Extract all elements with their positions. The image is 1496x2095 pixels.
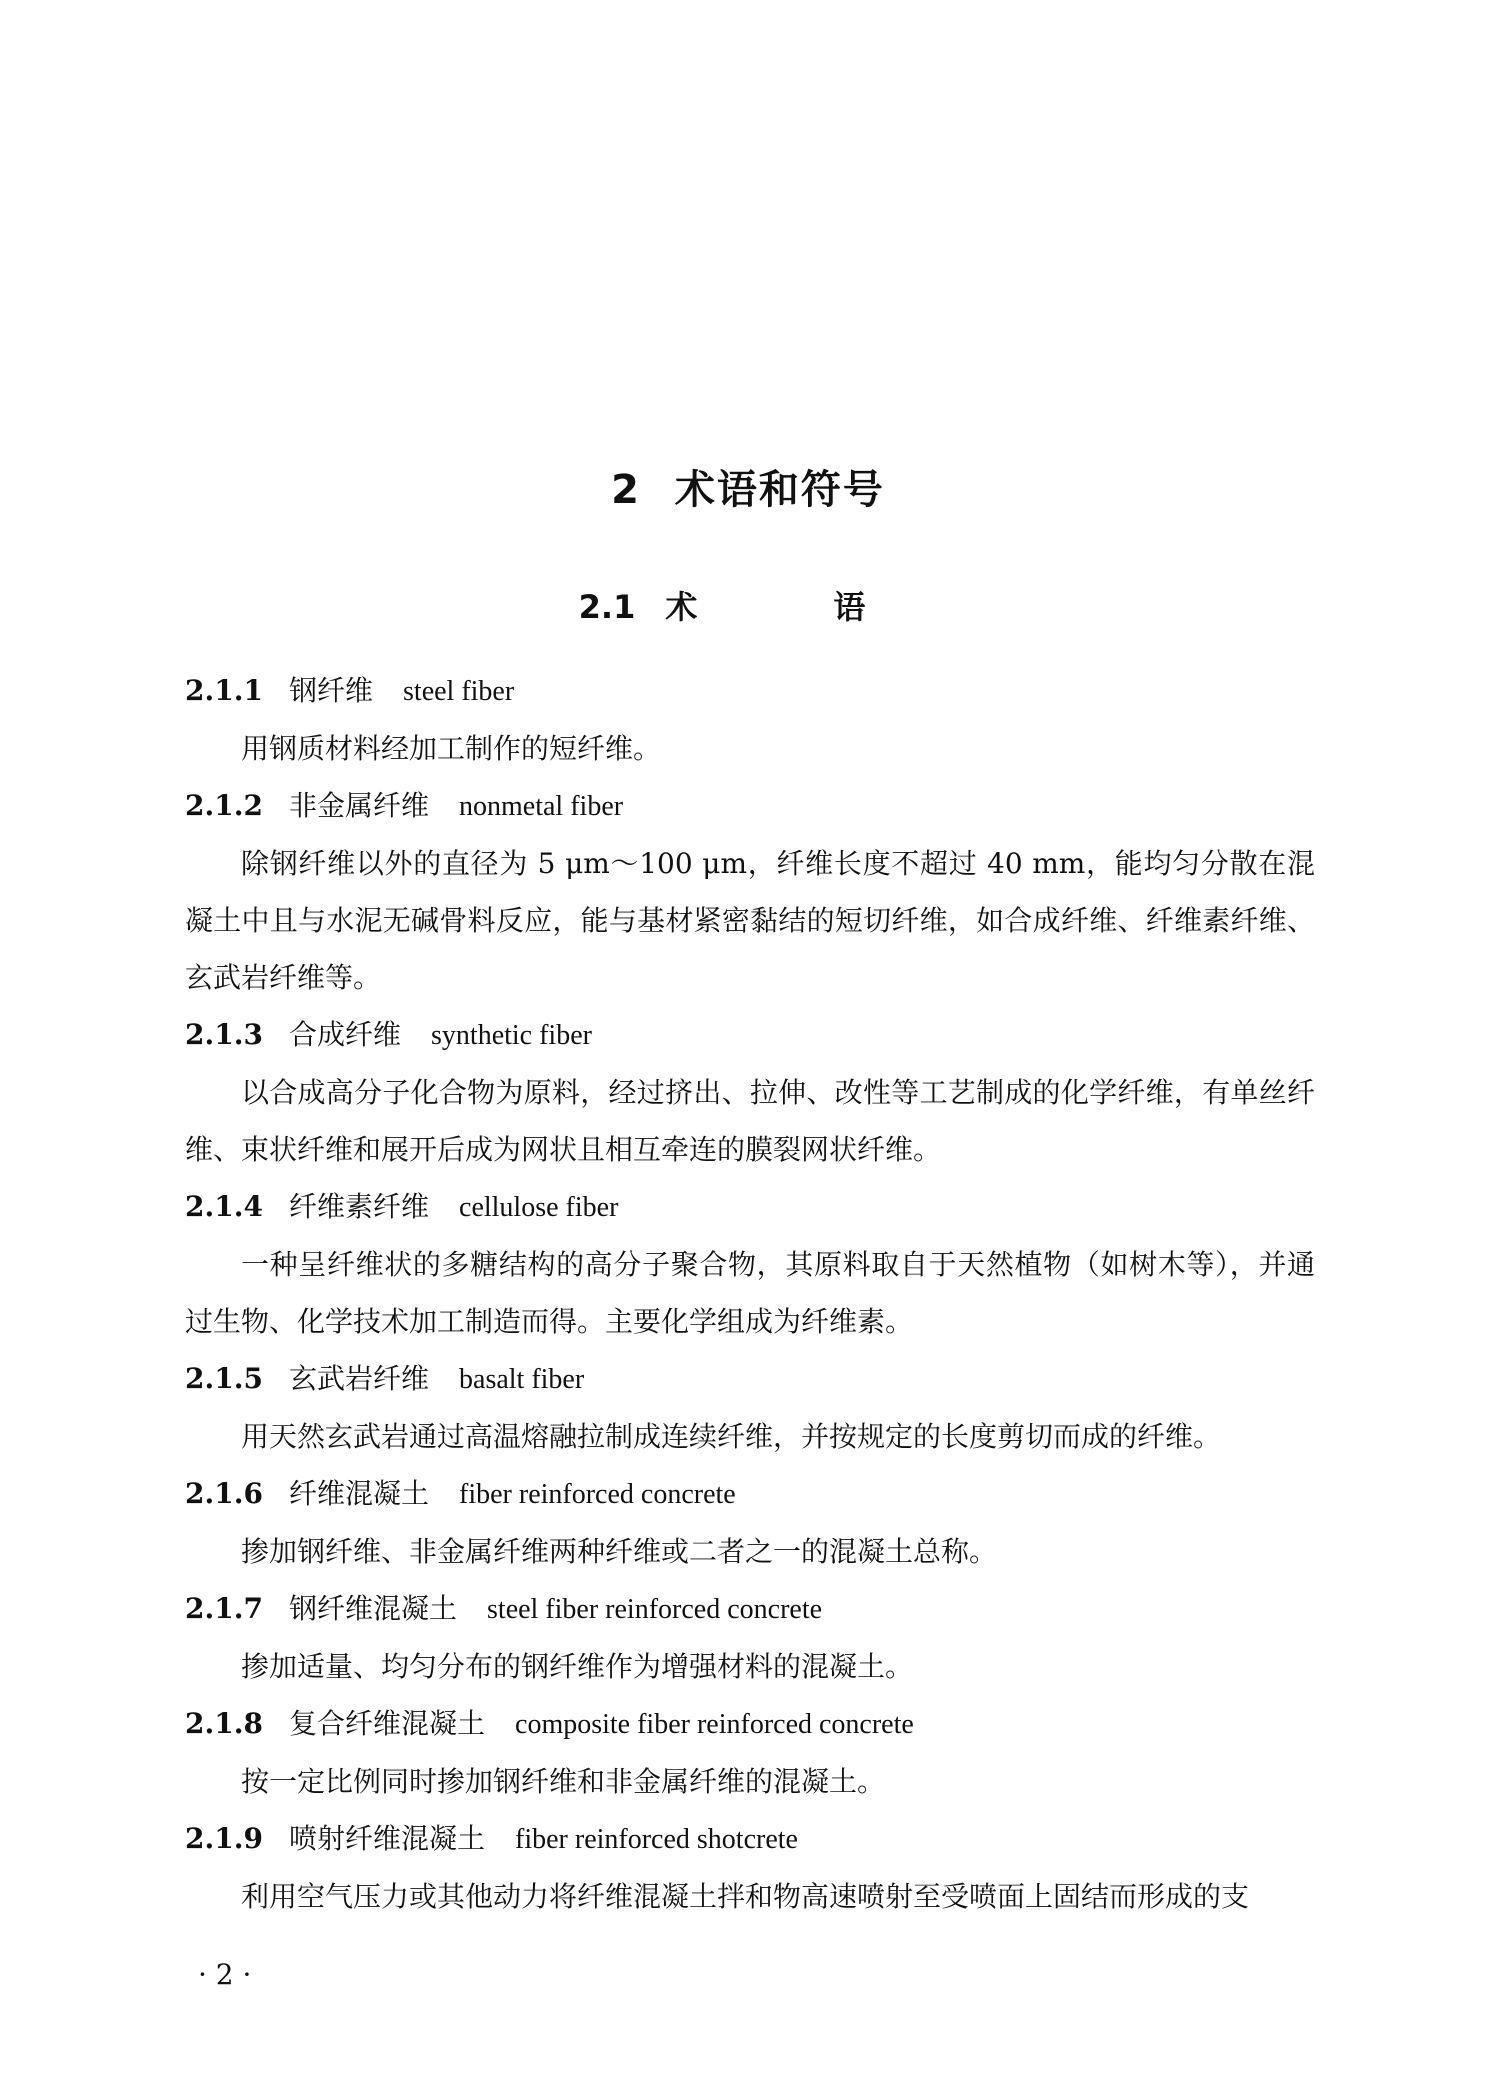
term-definition: 用天然玄武岩通过高温熔融拉制成连续纤维，并按规定的长度剪切而成的纤维。 (241, 1420, 1222, 1453)
term-entry (185, 1810, 1315, 1925)
term-chinese: 纤维混凝土 (289, 1477, 430, 1510)
term-number: 2.1.6 (185, 1477, 263, 1510)
term-entry (185, 1178, 1315, 1350)
term-number: 2.1.8 (185, 1707, 263, 1740)
term-heading (185, 777, 1315, 835)
term-english: nonmetal fiber (459, 791, 624, 822)
term-english: steel fiber reinforced concrete (487, 1594, 823, 1625)
term-definition: 除钢纤维以外的直径为 5 μm～100 μm，纤维长度不超过 40 mm，能均匀分散在混凝土中且与水泥无碱骨料反应，能与基材紧密黏结的短切纤维，如合成纤维、纤维素纤维、玄武岩纤维等。 (185, 847, 1315, 994)
section-number: 2.1 (578, 588, 636, 626)
term-entry (185, 1580, 1315, 1695)
term-number: 2.1.3 (185, 1018, 263, 1051)
term-definition: 以合成高分子化合物为原料，经过挤出、拉伸、改性等工艺制成的化学纤维，有单丝纤维、束状纤维和展开后成为网状且相互牵连的膜裂网状纤维。 (185, 1076, 1315, 1166)
term-definition: 利用空气压力或其他动力将纤维混凝土拌和物高速喷射至受喷面上固结而形成的支 (241, 1880, 1250, 1913)
term-entry (185, 1350, 1315, 1465)
term-entry (185, 1006, 1315, 1178)
term-heading (185, 1695, 1315, 1753)
term-heading (185, 1350, 1315, 1408)
section-title (0, 582, 1496, 628)
term-number: 2.1.7 (185, 1592, 263, 1625)
term-chinese: 纤维素纤维 (289, 1190, 430, 1223)
term-definition: 掺加钢纤维、非金属纤维两种纤维或二者之一的混凝土总称。 (241, 1535, 998, 1568)
term-heading (185, 662, 1315, 720)
term-english: cellulose fiber (459, 1192, 619, 1223)
term-heading (185, 1465, 1315, 1523)
term-chinese: 复合纤维混凝土 (289, 1707, 486, 1740)
term-definition: 用钢质材料经加工制作的短纤维。 (241, 732, 662, 765)
term-definition: 掺加适量、均匀分布的钢纤维作为增强材料的混凝土。 (241, 1650, 914, 1683)
term-chinese: 玄武岩纤维 (289, 1362, 430, 1395)
term-heading (185, 1006, 1315, 1064)
page-number: · 2 · (198, 1958, 252, 1991)
term-chinese: 非金属纤维 (289, 789, 430, 822)
term-english: fiber reinforced concrete (459, 1479, 736, 1510)
term-entry (185, 1465, 1315, 1580)
term-chinese: 合成纤维 (289, 1018, 402, 1051)
term-english: synthetic fiber (431, 1020, 592, 1051)
chapter-title-text: 术语和符号 (674, 467, 885, 513)
term-definition: 按一定比例同时掺加钢纤维和非金属纤维的混凝土。 (241, 1765, 886, 1798)
term-list (185, 662, 1315, 1925)
term-number: 2.1.5 (185, 1362, 263, 1395)
term-chinese: 钢纤维混凝土 (289, 1592, 458, 1625)
term-chinese: 喷射纤维混凝土 (289, 1822, 486, 1855)
term-heading (185, 1810, 1315, 1868)
section-title-text: 术 语 (665, 588, 918, 626)
term-number: 2.1.1 (185, 674, 263, 707)
chapter-title (0, 458, 1496, 515)
term-entry (185, 777, 1315, 1006)
term-number: 2.1.2 (185, 789, 263, 822)
term-number: 2.1.4 (185, 1190, 263, 1223)
term-number: 2.1.9 (185, 1822, 263, 1855)
term-heading (185, 1580, 1315, 1638)
term-english: fiber reinforced shotcrete (515, 1824, 798, 1855)
term-entry (185, 662, 1315, 777)
term-entry (185, 1695, 1315, 1810)
term-chinese: 钢纤维 (289, 674, 374, 707)
term-english: basalt fiber (459, 1364, 585, 1395)
term-heading (185, 1178, 1315, 1236)
chapter-number: 2 (611, 467, 641, 513)
term-definition: 一种呈纤维状的多糖结构的高分子聚合物，其原料取自于天然植物（如树木等），并通过生物、化学技术加工制造而得。主要化学组成为纤维素。 (185, 1248, 1315, 1338)
term-english: steel fiber (403, 676, 515, 707)
term-english: composite fiber reinforced concrete (515, 1709, 914, 1740)
